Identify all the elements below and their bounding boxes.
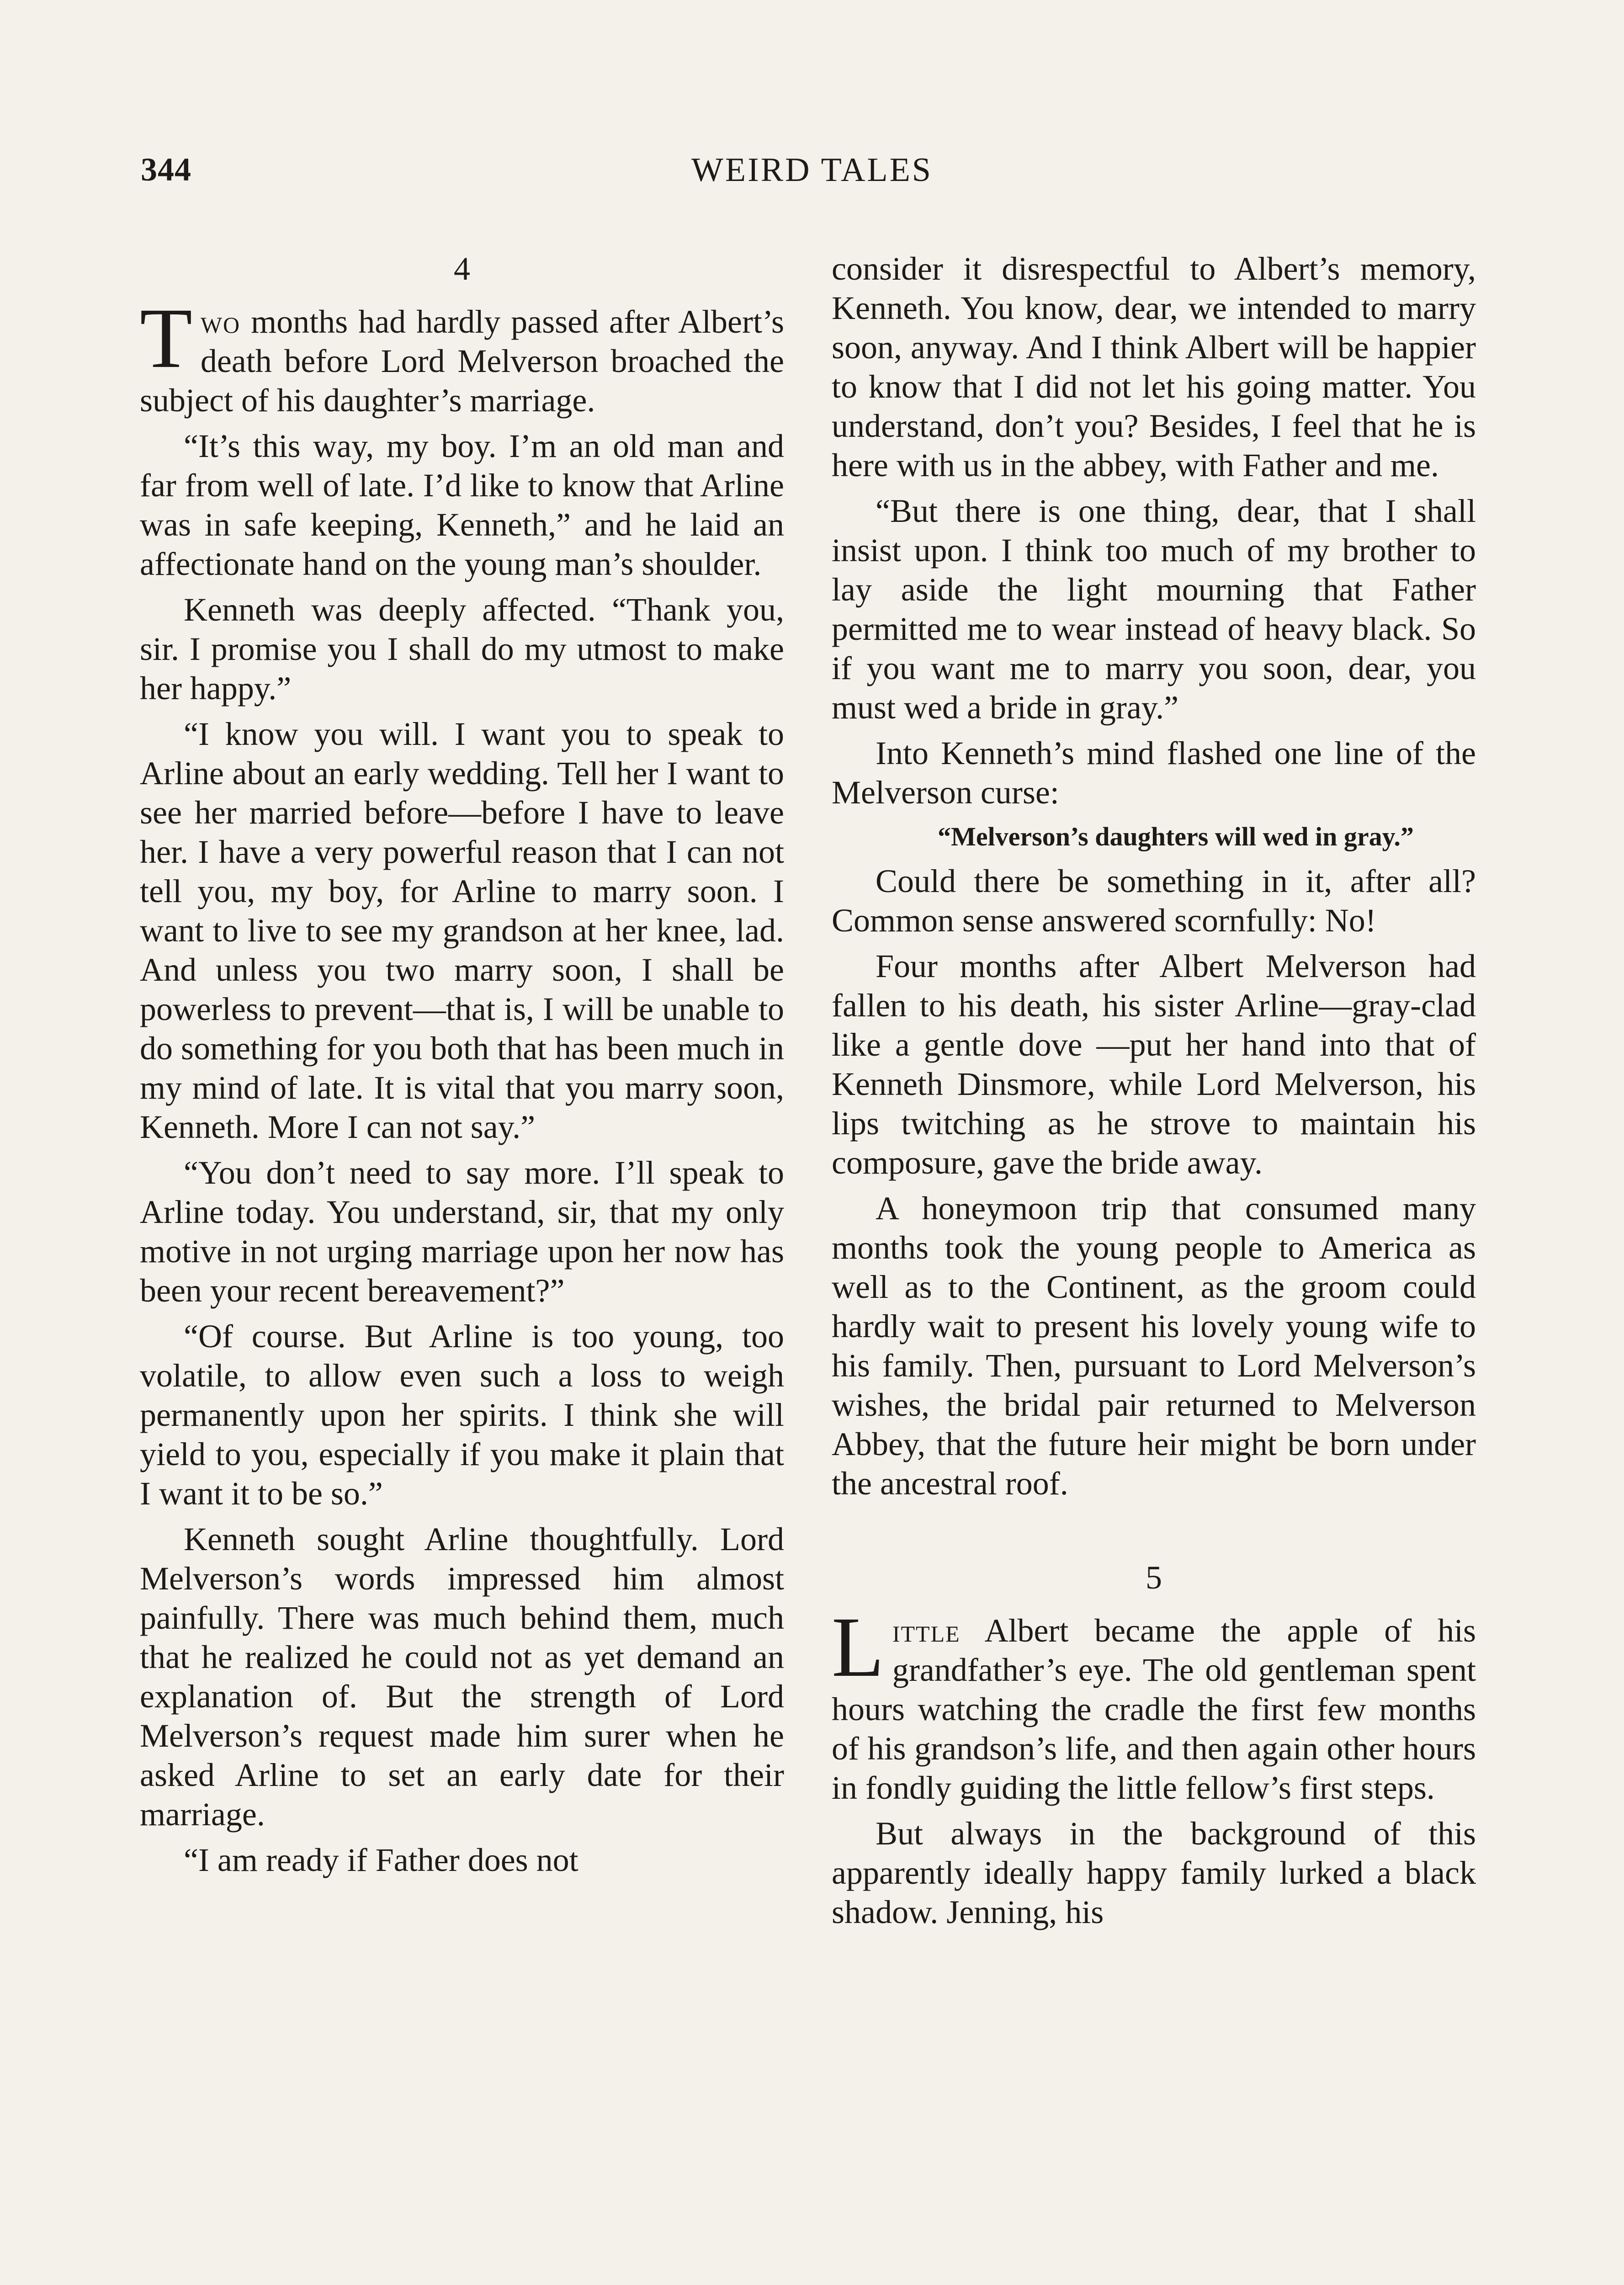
right-column bbox=[832, 249, 1476, 2285]
paragraph-text: months had hardly passed after Albert’s death before Lord Melverson broached the subject of his daughter’s marriage. bbox=[140, 303, 784, 419]
running-title: WEIRD TALES bbox=[691, 151, 933, 189]
drop-cap: T bbox=[140, 290, 192, 386]
paragraph: Kenneth was deeply affected. “Thank you, sir. I promise you I shall do my utmost to make her happy.” bbox=[140, 591, 784, 707]
page-number: 344 bbox=[141, 151, 191, 188]
paragraph bbox=[832, 1599, 1476, 1807]
paragraph: “I am ready if Father does not bbox=[184, 1842, 578, 1878]
paragraph: “You don’t need to say more. I’ll speak to Arline today. You understand, sir, that my only motive in not urging marriage upon her now has been your recent bereavement?” bbox=[140, 1154, 784, 1309]
paragraph: “But there is one thing, dear, that I shall insist upon. I think too much of my brother to lay aside the light mourning that Father permitted me to wear instead of heavy black. So if you want me to marry you soon, dear, you must wed a bride in gray.” bbox=[832, 493, 1476, 726]
paragraph: “Of course. But Arline is too young, too volatile, to allow even such a loss to weigh permanently upon her spirits. I think she will yield to you, especially if you make it plain that I want it to be so.” bbox=[140, 1318, 784, 1512]
paragraph: A honeymoon trip that consumed many months took the young people to America as well as to the Continent, as the groom could hardly wait to present his lovely young wife to his family. Then, pursuant to Lord Melverson’s wishes, the bridal pair returned to Melverson Abbey, that the future heir might be born under the ancestral roof. bbox=[832, 1190, 1476, 1502]
small-caps-word: wo bbox=[200, 303, 241, 340]
paragraph: “I know you will. I want you to speak to Arline about an early wedding. Tell her I want to see her married before—before I have to leave her. I have a very powerful reason that I can not tell you, my boy, for Arline to marry soon. I want to live to see my grandson at her knee, lad. And unless you two marry soon, I shall be powerless to prevent—that is, I will be unable to do something for you both that has been much in my mind of late. It is vital that you marry soon, Kenneth. More I can not say.” bbox=[140, 716, 784, 1145]
paragraph: Could there be something in it, after all? Common sense answered scornfully: No! bbox=[832, 863, 1476, 939]
paragraph bbox=[140, 290, 784, 420]
section-number-5: 5 bbox=[1146, 1559, 1162, 1596]
paragraph: Kenneth sought Arline thoughtfully. Lord Melverson’s words impressed him almost painfully. There was much behind them, much that he realized he could not as yet demand an explanation of. But the strength of Lord Melverson’s request made him surer when he asked Arline to set an early date for their marriage. bbox=[140, 1521, 784, 1833]
paragraph: “It’s this way, my boy. I’m an old man and far from well of late. I’d like to know that Arline was in safe keeping, Kenneth,” and he laid an affectionate hand on the young man’s shoulder. bbox=[140, 428, 784, 582]
paragraph: But always in the background of this apparently ideally happy family lurked a black shadow. Jenning, his bbox=[832, 1815, 1476, 1930]
paragraph-text: Albert became the apple of his grandfather’s eye. The old gentleman spent hours watching the cradle the first few months of his grandson’s life, and then again other hours in fondly guiding the little fellow’s first steps. bbox=[832, 1612, 1476, 1806]
curse-quote: “Melverson’s daughters will wed in gray.” bbox=[938, 822, 1414, 851]
section-number-4: 4 bbox=[454, 250, 470, 287]
paragraph: Into Kenneth’s mind flashed one line of the Melverson curse: bbox=[832, 735, 1476, 811]
small-caps-word: ittle bbox=[892, 1612, 961, 1649]
left-column bbox=[140, 249, 784, 2285]
paragraph: consider it disrespectful to Albert’s memory, Kenneth. You know, dear, we intended to marry soon, anyway. And I think Albert will be happier to know that I did not let his going matter. You understand, don’t you? Besides, I feel that he is here with us in the abbey, with Father and me. bbox=[832, 250, 1476, 484]
page-header bbox=[0, 151, 1624, 197]
paragraph: Four months after Albert Melverson had fallen to his death, his sister Arline—gray-clad like a gentle dove —put her hand into that of Kenneth Dinsmore, while Lord Melverson, his lips twitching as he strove to maintain his composure, gave the bride away. bbox=[832, 948, 1476, 1181]
drop-cap: L bbox=[832, 1599, 884, 1695]
